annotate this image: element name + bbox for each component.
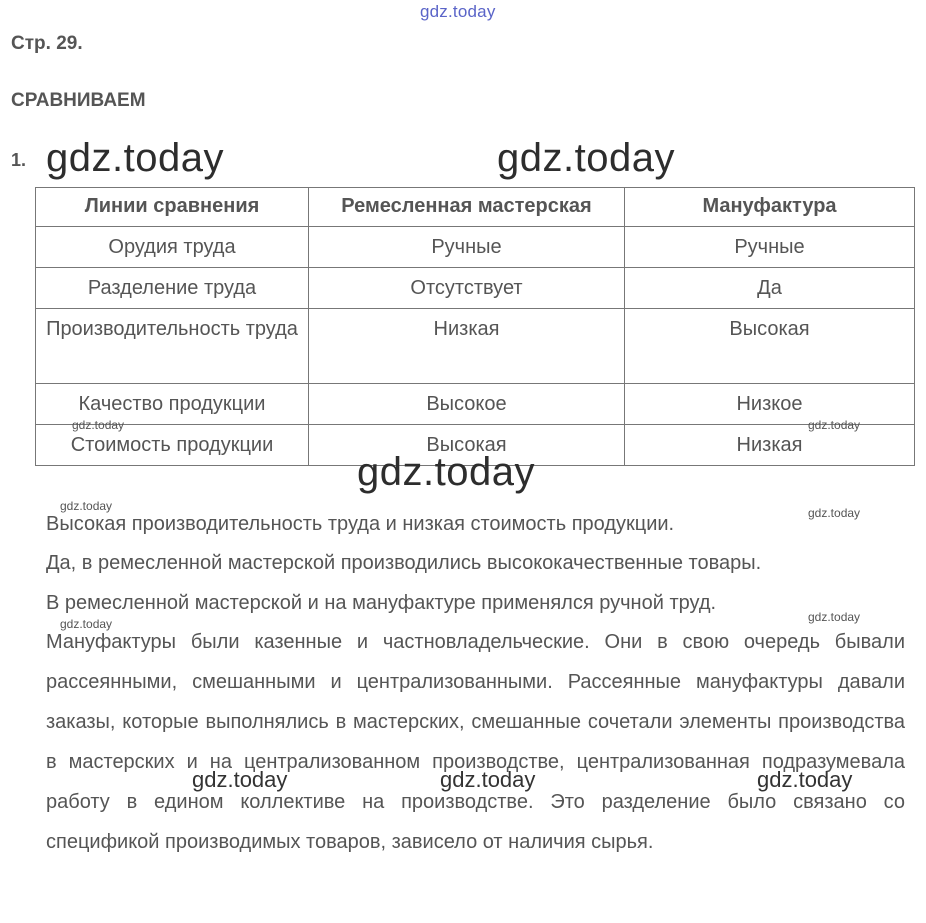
row-criteria: Качество продукции (36, 384, 309, 425)
row-manufactory-value: Ручные (625, 227, 915, 268)
table-row (36, 227, 915, 268)
section-title: СРАВНИВАЕМ (11, 90, 146, 111)
table-header-row (36, 188, 915, 227)
answer-4: Мануфактуры были казенные и частновладельческие. Они в свою очередь бывали рассеянными, смешанными и централизованными. Рассеянные мануфактуры давали заказы, которые выполнялись в мастерских, смешанные сочетали элементы производства в мастерских и на централизованном производстве, централизованная подразумевала работу в едином коллективе на производстве. Это разделение было связано со спецификой производимых товаров, зависело от наличия сырья. (46, 631, 905, 853)
watermark-small: gdz.today (808, 610, 861, 624)
answer-3: В ремесленной мастерской и на мануфактуре применялся ручной труд. (46, 592, 717, 614)
header-criteria: Линии сравнения (36, 188, 309, 227)
row-workshop-value: Высокая (309, 425, 625, 466)
table-row (36, 309, 915, 384)
row-manufactory-value: Высокая (625, 309, 915, 384)
watermark-small: gdz.today (60, 617, 113, 631)
watermark-medium: gdz.today (192, 767, 288, 792)
row-manufactory-value: Да (625, 268, 915, 309)
header-workshop: Ремесленная мастерская (309, 188, 625, 227)
row-criteria: Орудия труда (36, 227, 309, 268)
watermark-medium: gdz.today (757, 767, 853, 792)
row-criteria: Разделение труда (36, 268, 309, 309)
row-workshop-value: Отсутствует (309, 268, 625, 309)
row-manufactory-value: Низкая (625, 425, 915, 466)
watermark-large-center: gdz.today (357, 450, 535, 494)
row-criteria: Производительность труда (36, 309, 309, 384)
row-workshop-value: Низкая (309, 309, 625, 384)
header-manufactory: Мануфактура (625, 188, 915, 227)
row-manufactory-value: Низкое (625, 384, 915, 425)
page-label: Стр. 29. (11, 33, 83, 54)
table-row (36, 268, 915, 309)
watermark-small: gdz.today (72, 418, 125, 432)
item-number: 1. (11, 150, 27, 170)
table-row (36, 384, 915, 425)
watermark-large-right: gdz.today (497, 136, 675, 180)
watermark-large-left: gdz.today (46, 136, 224, 180)
row-workshop-value: Высокое (309, 384, 625, 425)
answer-2: Да, в ремесленной мастерской производились высококачественные товары. (46, 552, 762, 574)
watermark-small: gdz.today (808, 418, 861, 432)
row-workshop-value: Ручные (309, 227, 625, 268)
watermark-top: gdz.today (420, 2, 496, 21)
watermark-small: gdz.today (808, 506, 861, 520)
row-criteria: Стоимость продукции (36, 425, 309, 466)
comparison-table (35, 187, 915, 466)
answer-1: Высокая производительность труда и низкая стоимость продукции. (46, 513, 675, 535)
watermark-medium: gdz.today (440, 767, 536, 792)
watermark-small: gdz.today (60, 499, 113, 513)
